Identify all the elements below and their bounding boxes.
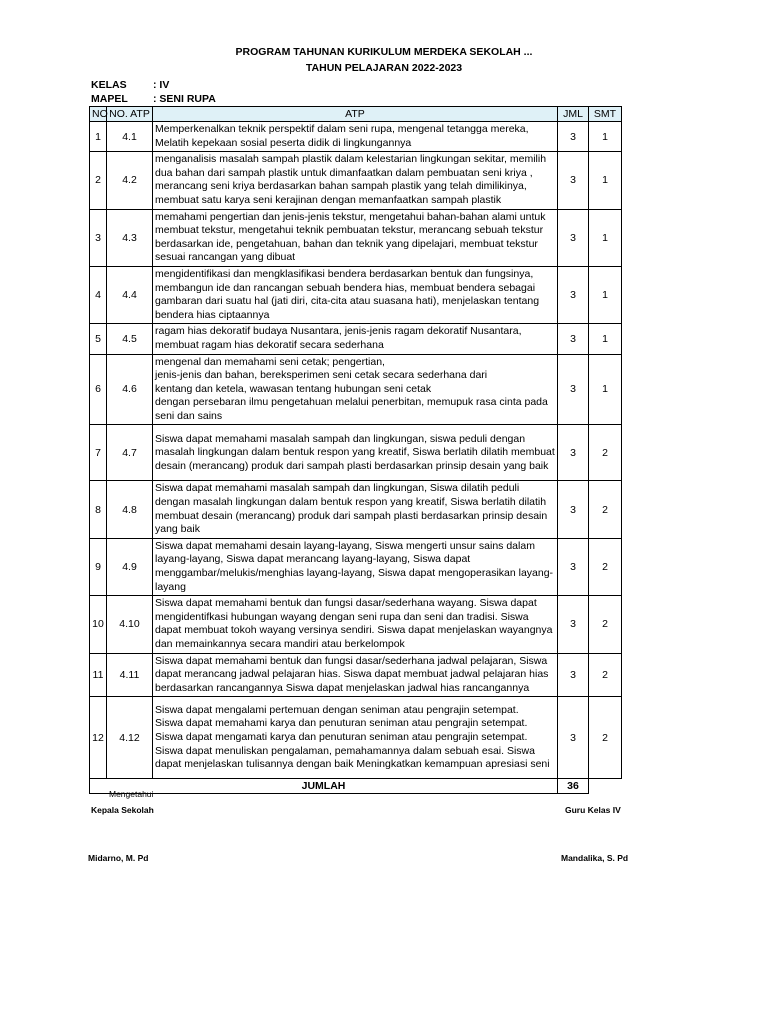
row-atp-text: Siswa dapat mengalami pertemuan dengan seniman atau pengrajin setempat. Siswa dapat memahami karya dan penuturan seniman atau pengrajin setempat. Siswa dapat mengamati karya dan penuturan seniman atau pengrajin setempat. Siswa dapat menuliskan pengalaman, pemahamannya dalam sebuah esai. Siswa dapat menjelaskan tulisannya dengan baik Meningkatkan kemampuan apresiasi seni xyxy=(153,697,558,779)
row-atp-no: 4.7 xyxy=(107,425,153,481)
row-no: 2 xyxy=(90,152,107,209)
col-header-atp: ATP xyxy=(153,107,558,122)
table-row xyxy=(90,697,622,779)
document-title: PROGRAM TAHUNAN KURIKULUM MERDEKA SEKOLAH ... xyxy=(235,46,533,58)
row-atp-text: menganalisis masalah sampah plastik dalam kelestarian lingkungan sekitar, memilih dua bahan dari sampah plastik untuk dimanfaatkan dalam pembuatan seni kriya , merancang seni kriya berdasarkan bahan sampah plastik yang telah dimilikinya, membuat satu karya seni kerajinan dengan memanfaatkan sampah plastik xyxy=(153,152,558,209)
kepala-sekolah-title: Kepala Sekolah xyxy=(91,805,154,815)
mapel-label: MAPEL xyxy=(91,93,128,105)
row-no: 11 xyxy=(90,653,107,697)
row-no: 3 xyxy=(90,209,107,266)
row-jml: 3 xyxy=(558,324,589,354)
row-jml: 3 xyxy=(558,266,589,323)
row-atp-text: Siswa dapat memahami masalah sampah dan lingkungan, Siswa dilatih peduli dengan masalah lingkungan dalam bentuk respon yang kreatif, Siswa berlatih dilatih membuat desain (merancang) produk dari sampah plasti berdasarkan prinsip desain yang baik xyxy=(153,481,558,538)
col-header-no-atp: NO. ATP xyxy=(107,107,153,122)
table-row xyxy=(90,596,622,653)
document-subtitle: TAHUN PELAJARAN 2022-2023 xyxy=(305,62,463,74)
row-smt: 2 xyxy=(589,653,622,697)
row-no: 12 xyxy=(90,697,107,779)
total-row xyxy=(90,779,622,794)
row-jml: 3 xyxy=(558,425,589,481)
row-no: 9 xyxy=(90,538,107,595)
row-atp-no: 4.9 xyxy=(107,538,153,595)
row-no: 5 xyxy=(90,324,107,354)
row-no: 8 xyxy=(90,481,107,538)
row-jml: 3 xyxy=(558,354,589,425)
row-smt: 1 xyxy=(589,266,622,323)
atp-table xyxy=(89,106,622,794)
row-atp-text: Siswa dapat memahami desain layang-layang, Siswa mengerti unsur sains dalam layang-layang, Siswa dapat merancang layang-layang, Siswa dapat menggambar/melukis/menghias layang-layang, Siswa dapat mengoperasikan layang-layang xyxy=(153,538,558,595)
total-blank-cell xyxy=(589,779,622,794)
row-smt: 1 xyxy=(589,209,622,266)
row-no: 10 xyxy=(90,596,107,653)
row-atp-no: 4.2 xyxy=(107,152,153,209)
kelas-label: KELAS xyxy=(91,79,127,91)
row-smt: 2 xyxy=(589,596,622,653)
row-atp-no: 4.12 xyxy=(107,697,153,779)
row-smt: 1 xyxy=(589,354,622,425)
col-header-smt: SMT xyxy=(589,107,622,122)
row-smt: 2 xyxy=(589,481,622,538)
row-atp-no: 4.11 xyxy=(107,653,153,697)
table-row xyxy=(90,653,622,697)
row-smt: 1 xyxy=(589,122,622,152)
row-jml: 3 xyxy=(558,538,589,595)
table-row xyxy=(90,209,622,266)
row-atp-text: mengidentifikasi dan mengklasifikasi bendera berdasarkan bentuk dan fungsinya, membangun ide dan rancangan sebuah bendera hias, membuat bendera sebagai gambaran dari suatu hal (jati diri, cita-cita atau suasana hati), menjelaskan tentang bendera hias ciptaannya xyxy=(153,266,558,323)
row-atp-text: Siswa dapat memahami masalah sampah dan lingkungan, siswa peduli dengan masalah lingkungan dalam bentuk respon yang kreatif, Siswa berlatih dilatih membuat desain (merancang) produk dari sampah plasti berdasarkan prinsip desain yang baik xyxy=(153,425,558,481)
total-label: JUMLAH xyxy=(90,779,558,794)
row-atp-text: Memperkenalkan teknik perspektif dalam seni rupa, mengenal tetangga mereka, Melatih kepekaan sosial peserta didik di lingkungannya xyxy=(153,122,558,152)
row-smt: 1 xyxy=(589,152,622,209)
col-header-jml: JML xyxy=(558,107,589,122)
row-jml: 3 xyxy=(558,481,589,538)
total-value: 36 xyxy=(558,779,589,794)
row-atp-no: 4.6 xyxy=(107,354,153,425)
row-smt: 2 xyxy=(589,425,622,481)
row-atp-text: memahami pengertian dan jenis-jenis tekstur, mengetahui bahan-bahan alami untuk membuat tekstur, mengetahui teknik pembuatan tekstur, merancang sebuah tekstur berdasarkan ide, pengetahuan, bahan dan teknik yang dipelajari, membuat tekstur sesuai rancangan yang dibuat xyxy=(153,209,558,266)
row-no: 4 xyxy=(90,266,107,323)
row-jml: 3 xyxy=(558,152,589,209)
row-smt: 2 xyxy=(589,538,622,595)
row-atp-no: 4.10 xyxy=(107,596,153,653)
row-atp-no: 4.3 xyxy=(107,209,153,266)
kepala-sekolah-name: Midarno, M. Pd xyxy=(88,853,149,863)
mapel-value: : SENI RUPA xyxy=(153,93,216,105)
table-row xyxy=(90,152,622,209)
row-atp-text: ragam hias dekoratif budaya Nusantara, jenis-jenis ragam dekoratif Nusantara, membuat ragam hias dekoratif secara sederhana xyxy=(153,324,558,354)
table-row xyxy=(90,122,622,152)
col-header-no: NO xyxy=(90,107,107,122)
row-smt: 2 xyxy=(589,697,622,779)
row-jml: 3 xyxy=(558,653,589,697)
mapel-row xyxy=(91,93,216,105)
table-row xyxy=(90,266,622,323)
table-body xyxy=(90,122,622,794)
kelas-value: : IV xyxy=(153,79,170,91)
row-no: 6 xyxy=(90,354,107,425)
table-row xyxy=(90,425,622,481)
table-row xyxy=(90,481,622,538)
table-row xyxy=(90,354,622,425)
row-atp-no: 4.1 xyxy=(107,122,153,152)
row-atp-text: Siswa dapat memahami bentuk dan fungsi dasar/sederhana wayang. Siswa dapat mengidentifkasi hubungan wayang dengan seni rupa dan seni dan tradisi. Siswa dapat membuat tokoh wayang versinya sendiri. Siswa dapat menjelaskan wayangnya dan memainkannya secara mandiri atau berkelompok xyxy=(153,596,558,653)
row-atp-no: 4.5 xyxy=(107,324,153,354)
row-no: 7 xyxy=(90,425,107,481)
row-atp-text: mengenal dan memahami seni cetak; pengertian, jenis-jenis dan bahan, bereksperimen seni cetak secara sederhana dari kentang dan ketela, wawasan tentang hubungan seni cetak dengan persebaran ilmu pengetahuan melalui penerbitan, memupuk rasa cinta pada seni dan sains xyxy=(153,354,558,425)
row-atp-text: Siswa dapat memahami bentuk dan fungsi dasar/sederhana jadwal pelajaran, Siswa dapat merancang jadwal pelajaran hias. Siswa dapat membuat jadwal pelajaran hias berdasarkan rancangannya Siswa dapat menjelaskan jadwal hias rancangannya xyxy=(153,653,558,697)
table-row xyxy=(90,538,622,595)
table-row xyxy=(90,324,622,354)
guru-kelas-title: Guru Kelas IV xyxy=(565,805,621,815)
row-jml: 3 xyxy=(558,596,589,653)
row-jml: 3 xyxy=(558,697,589,779)
row-atp-no: 4.4 xyxy=(107,266,153,323)
row-jml: 3 xyxy=(558,122,589,152)
guru-kelas-name: Mandalika, S. Pd xyxy=(561,853,629,863)
kelas-row xyxy=(91,79,169,91)
row-no: 1 xyxy=(90,122,107,152)
table-header-row xyxy=(90,107,622,122)
row-atp-no: 4.8 xyxy=(107,481,153,538)
row-jml: 3 xyxy=(558,209,589,266)
row-smt: 1 xyxy=(589,324,622,354)
mengetahui-label: Mengetahui xyxy=(109,789,154,799)
